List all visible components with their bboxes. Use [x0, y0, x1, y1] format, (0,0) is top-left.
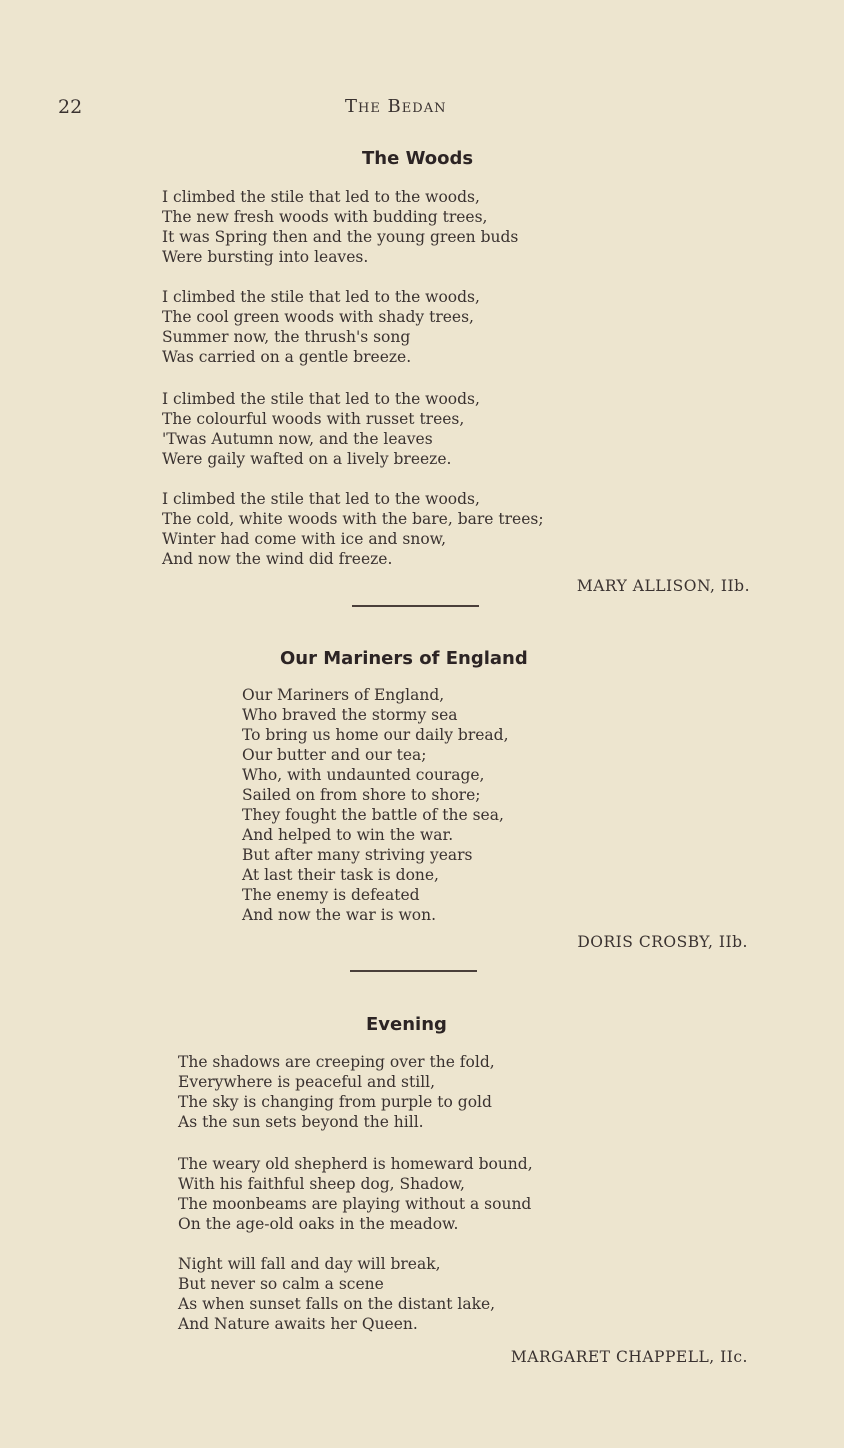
poem-line: The sky is changing from purple to gold: [178, 1093, 492, 1111]
poem-line: But never so calm a scene: [178, 1275, 384, 1293]
poem-line: As when sunset falls on the distant lake,: [178, 1295, 496, 1313]
author-margaret-chappell: MARGARET CHAPPELL, IIc.: [510, 1348, 748, 1366]
poem-line: Were gaily wafted on a lively breeze.: [162, 450, 452, 468]
poem-line: Who, with undaunted courage,: [242, 766, 485, 784]
poem-line: But after many striving years: [242, 846, 473, 864]
poem-line: The cold, white woods with the bare, bare trees;: [162, 510, 544, 528]
poem-line: Night will fall and day will break,: [178, 1255, 441, 1273]
evening-stanza-1: [178, 1052, 495, 1132]
woods-stanza-1: [162, 187, 518, 267]
poem-line: The moonbeams are playing without a sound: [178, 1195, 532, 1213]
poem-line: And Nature awaits her Queen.: [178, 1315, 418, 1333]
poem-line: Who braved the stormy sea: [242, 706, 458, 724]
poem-line: The colourful woods with russet trees,: [162, 410, 465, 428]
poem-line: With his faithful sheep dog, Shadow,: [178, 1175, 465, 1193]
poem-line: I climbed the stile that led to the woods,: [162, 288, 480, 306]
poem-line: 'Twas Autumn now, and the leaves: [162, 430, 433, 448]
poem-line: And now the wind did freeze.: [162, 550, 393, 568]
author-mary-allison: MARY ALLISON, IIb.: [576, 577, 750, 595]
poem-line: And now the war is won.: [242, 906, 437, 924]
author-doris-crosby: DORIS CROSBY, IIb.: [577, 933, 748, 951]
woods-stanza-3: [162, 389, 480, 469]
poem-line: Our butter and our tea;: [242, 746, 427, 764]
poem-line: The new fresh woods with budding trees,: [162, 208, 488, 226]
poem-line: Everywhere is peaceful and still,: [178, 1073, 436, 1091]
poem-line: Winter had come with ice and snow,: [162, 530, 447, 548]
poem-line: I climbed the stile that led to the woods,: [162, 390, 480, 408]
poem-line: At last their task is done,: [242, 866, 439, 884]
poem-line: Was carried on a gentle breeze.: [162, 348, 412, 366]
poem-line: As the sun sets beyond the hill.: [178, 1113, 424, 1131]
poem-line: They fought the battle of the sea,: [242, 806, 504, 824]
poem-line: I climbed the stile that led to the woods,: [162, 188, 480, 206]
poem-title-the-woods: The Woods: [362, 148, 474, 169]
poem-line: It was Spring then and the young green buds: [162, 228, 519, 246]
poem-line: The enemy is defeated: [242, 886, 420, 904]
woods-stanza-4: [162, 489, 544, 569]
evening-stanza-2: [178, 1154, 533, 1234]
running-title: The Bedan: [345, 96, 447, 117]
evening-stanza-3: [178, 1254, 495, 1334]
poem-line: To bring us home our daily bread,: [242, 726, 509, 744]
poem-line: I climbed the stile that led to the woods,: [162, 490, 480, 508]
poem-line: Summer now, the thrush's song: [162, 328, 411, 346]
poem-line: Were bursting into leaves.: [162, 248, 369, 266]
section-divider: [352, 605, 479, 607]
poem-line: Sailed on from shore to shore;: [242, 786, 481, 804]
poem-line: The shadows are creeping over the fold,: [178, 1053, 495, 1071]
section-divider: [350, 970, 477, 972]
poem-line: The cool green woods with shady trees,: [162, 308, 474, 326]
poem-title-our-mariners: Our Mariners of England: [280, 648, 528, 669]
poem-line: And helped to win the war.: [242, 826, 454, 844]
poem-line: Our Mariners of England,: [242, 686, 445, 704]
woods-stanza-2: [162, 287, 480, 367]
mariners-stanza-1: [242, 685, 509, 925]
poem-title-evening: Evening: [366, 1014, 447, 1035]
poem-line: The weary old shepherd is homeward bound,: [178, 1155, 533, 1173]
poem-line: On the age-old oaks in the meadow.: [178, 1215, 459, 1233]
page-number: 22: [58, 96, 83, 118]
